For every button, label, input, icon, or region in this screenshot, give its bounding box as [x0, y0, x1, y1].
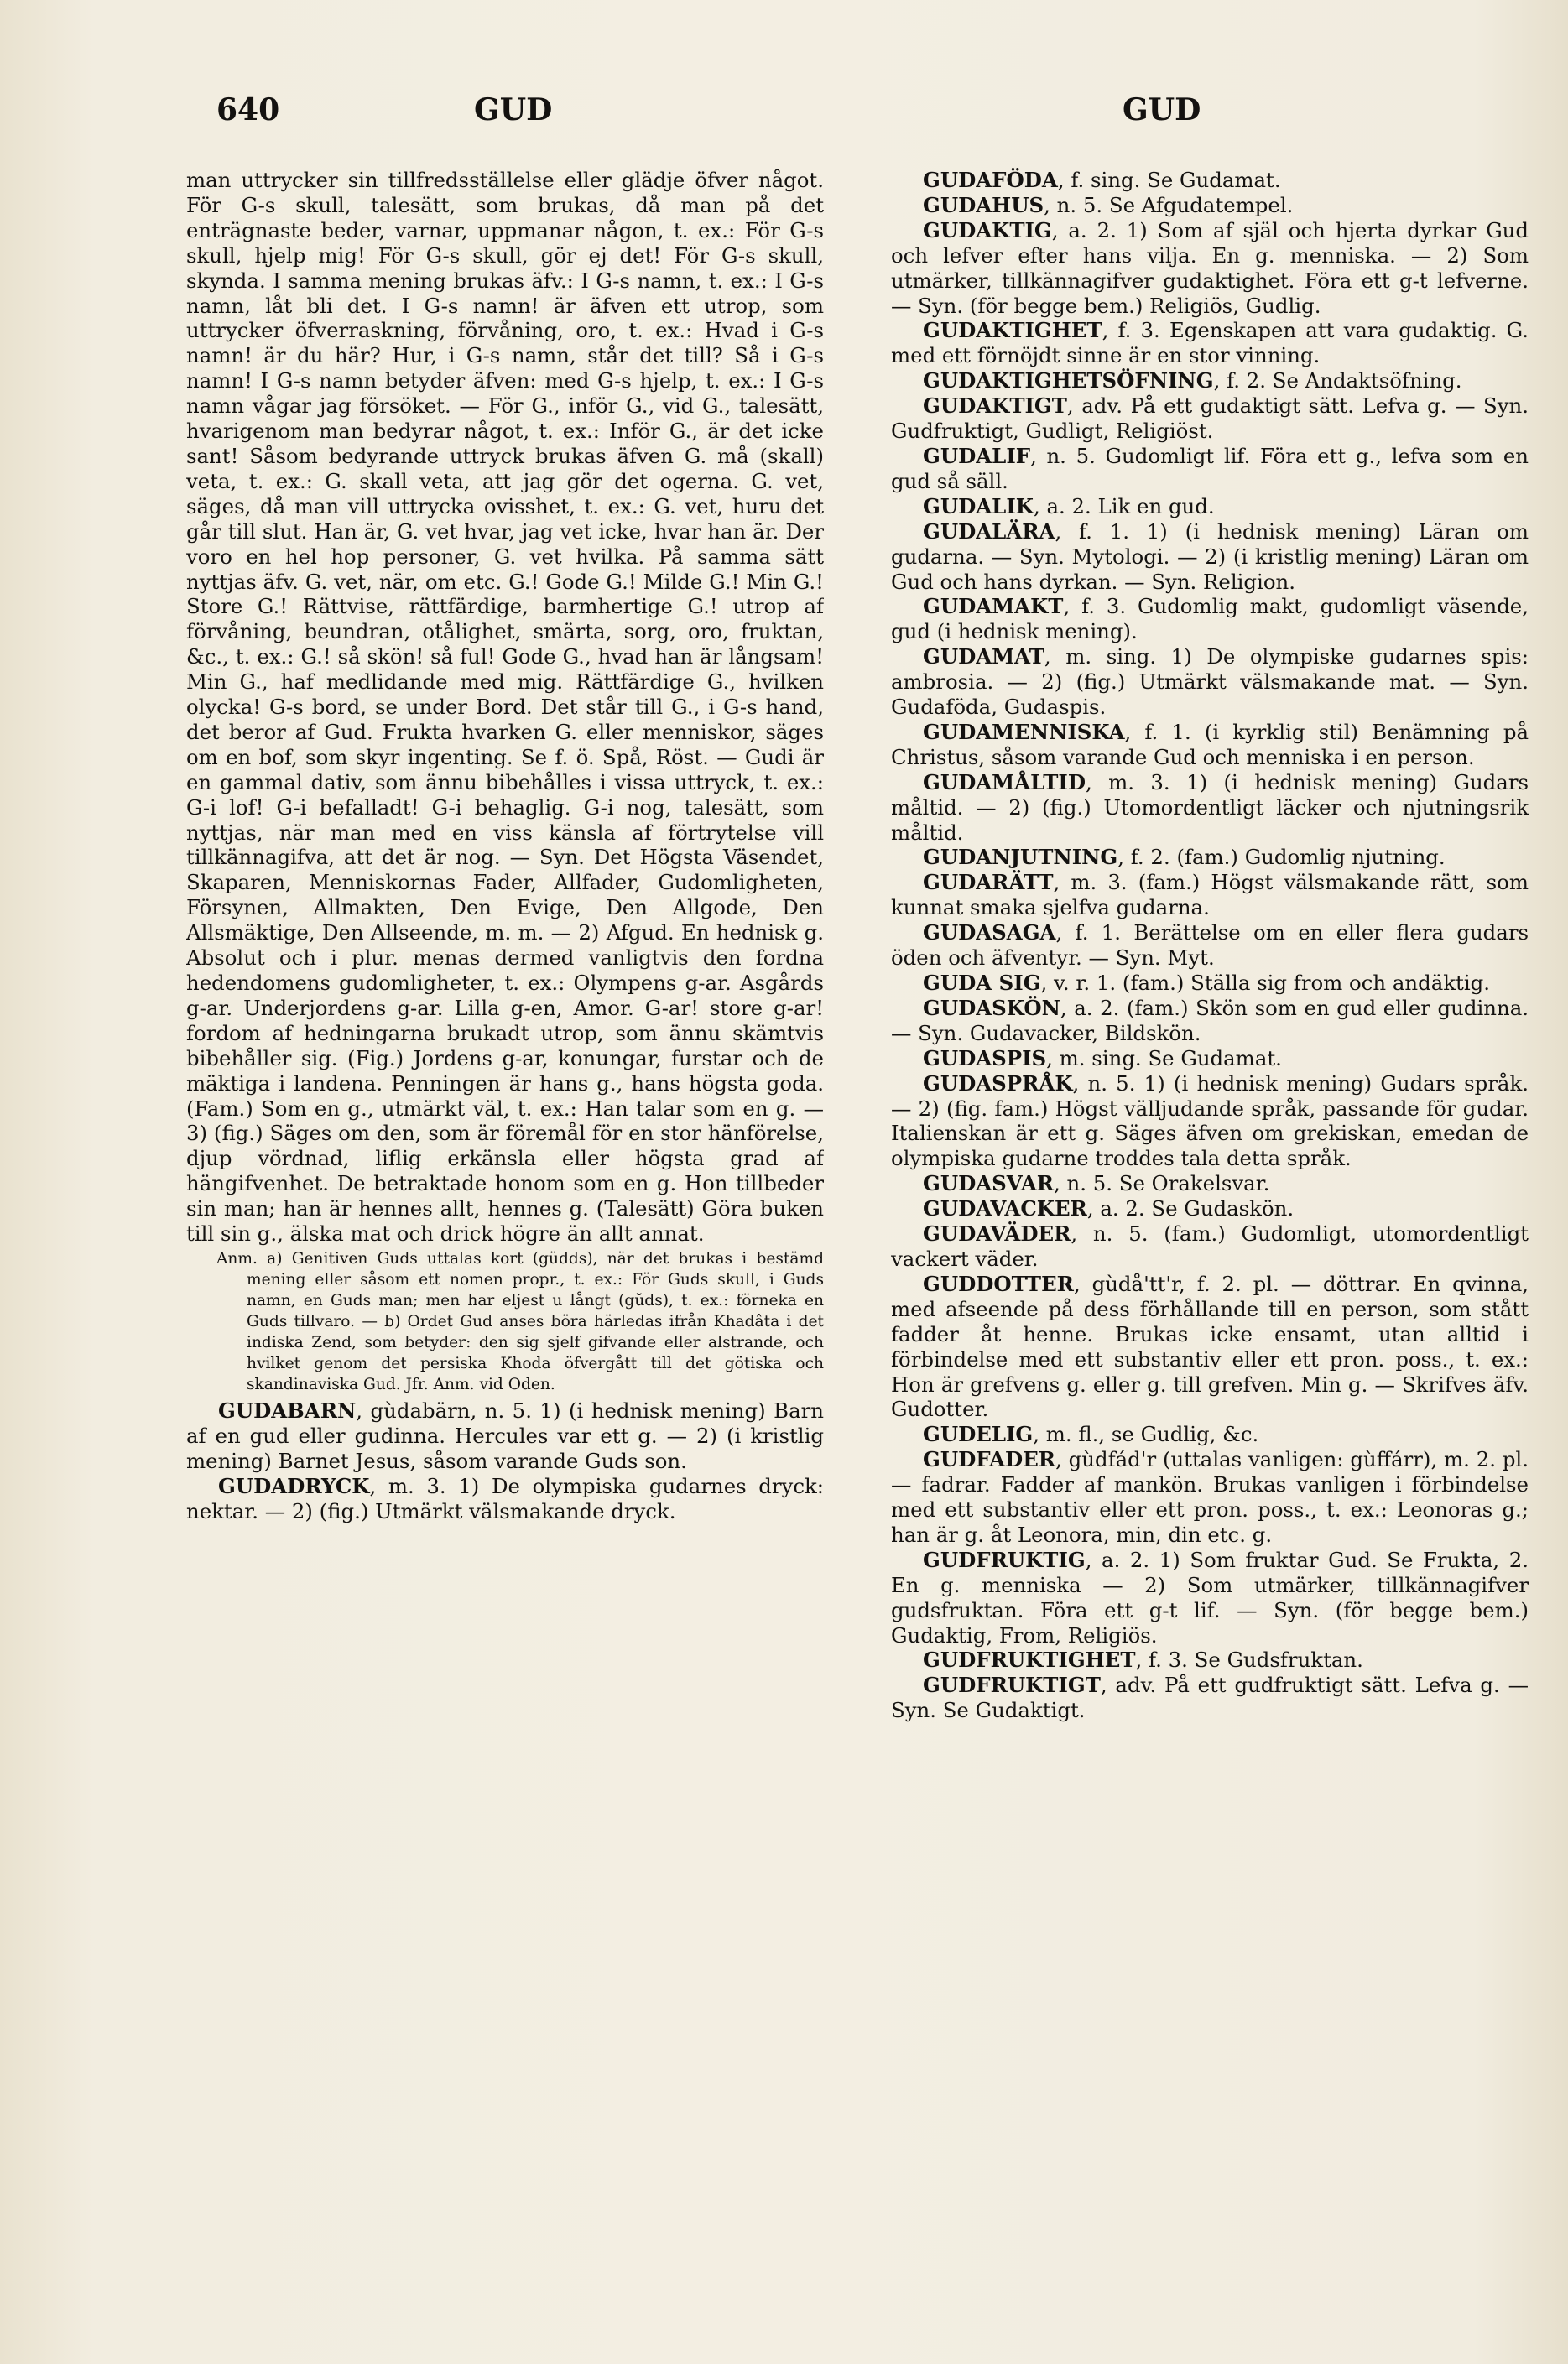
left-guide-word: GUD — [474, 92, 553, 128]
entry-guda-sig: GUDA SIG, v. r. 1. (fam.) Ställa sig from och andäktig. — [923, 971, 1491, 995]
headword: GUDABARN — [218, 1398, 357, 1423]
headword: GUDAVACKER — [923, 1196, 1087, 1221]
entry-gudavacker: GUDAVACKER, a. 2. Se Gudaskön. — [923, 1196, 1295, 1221]
entry-gudaktighet: GUDAKTIGHET, f. 3. Egenskapen att vara gudaktig. G. med ett förnöjdt sinne är en stor vinning. — [891, 318, 1529, 368]
entry-gudfader: GUDFADER, gùdfád'r (uttalas vanligen: gùffárr), m. 2. pl. — fadrar. Fadder af mankön. Brukas vanligen i förbindelse med ett substantiv eller ett pron. poss., t. ex.: Leonoras g.; han är g. åt Leonora, min, din etc. g. — [891, 1447, 1529, 1547]
headword: GUDFADER — [923, 1447, 1056, 1472]
entry-gudamakt: GUDAMAKT, f. 3. Gudomlig makt, gudomligt väsende, gud (i hednisk mening). — [891, 594, 1529, 644]
entry-gudadryck: GUDADRYCK, m. 3. 1) De olympiska gudarnes dryck: nektar. — 2) (fig.) Utmärkt välsmakande dryck. — [186, 1473, 824, 1523]
headword: GUDANJUTNING — [923, 845, 1118, 870]
entry-gudalik: GUDALIK, a. 2. Lik en gud. — [923, 493, 1215, 518]
entry-gudavader: GUDAVÄDER, n. 5. (fam.) Gudomligt, utomordentligt vackert väder. — [891, 1221, 1529, 1271]
headword: GUDASVAR — [923, 1171, 1055, 1196]
headword: GUDELIG — [923, 1422, 1034, 1447]
headword: GUDAKTIGT — [923, 393, 1067, 419]
entry-gudfruktigt: GUDFRUKTIGT, adv. På ett gudfruktigt sätt. Lefva g. — Syn. Se Gudaktigt. — [891, 1673, 1529, 1723]
headword: GUDASKÖN — [923, 995, 1060, 1020]
headword: GUDAMAKT — [923, 594, 1064, 619]
entry-gudasprak: GUDASPRÅK, n. 5. 1) (i hednisk mening) Gudars språk. — 2) (fig. fam.) Högst välljudande språk, passande för gudar. Italienskan är ett g. Säges äfven om grekiskan, emedan de olympiska gudarne troddes tala detta språk. — [891, 1070, 1529, 1171]
left-column — [186, 168, 824, 2332]
headword: GUDALIK — [923, 493, 1034, 518]
entry-gudahus: GUDAHUS, n. 5. Se Afgudatempel. — [923, 192, 1294, 217]
page-number: 640 — [216, 92, 280, 128]
headword: GUDFRUKTIG — [923, 1547, 1086, 1572]
headword: GUDAMENNISKA — [923, 719, 1125, 744]
entry-gudelig: GUDELIG, m. fl., se Gudlig, &c. — [923, 1422, 1259, 1447]
anm-note: Anm. a) Genitiven Guds uttalas kort (güdds), när det brukas i bestämd mening eller såsom ett nomen propr., t. ex.: För Guds skull, i Guds namn, en Guds man; men har eljest u långt (gŭds), t. ex.: förneka en Guds tillvaro. — b) Ordet Gud anses böra härledas ifrån Khadâta i det indiska Zend, som betyder: den sig sjelf gifvande eller alstrande, och hvilket genom det persiska Khoda öfvergått till det götiska och skandinaviska Gud. Jfr. Anm. vid Oden. — [216, 1249, 824, 1393]
headword: GUDADRYCK — [218, 1473, 370, 1498]
headword: GUDFRUKTIGHET — [923, 1648, 1136, 1673]
headword: GUDDOTTER — [923, 1271, 1074, 1296]
entry-gudamenniska: GUDAMENNISKA, f. 1. (i kyrklig stil) Benämning på Christus, såsom varande Gud och menniska i en person. — [891, 719, 1529, 769]
headword: GUDAMÅLTID — [923, 769, 1086, 794]
entry-gudafoda: GUDAFÖDA, f. sing. Se Gudamat. — [923, 168, 1281, 192]
headword: GUDA SIG — [923, 971, 1041, 995]
headword: GUDARÄTT — [923, 870, 1054, 895]
entry-gudabarn: GUDABARN, gùdabärn, n. 5. 1) (i hednisk mening) Barn af en gud eller gudinna. Hercules var ett g. — 2) (i kristlig mening) Barnet Jesus, såsom varande Guds son. — [186, 1398, 824, 1473]
entry-gudaskon: GUDASKÖN, a. 2. (fam.) Skön som en gud eller gudinna. — Syn. Gudavacker, Bildskön. — [891, 995, 1529, 1045]
headword: GUDAKTIG — [923, 217, 1052, 242]
entry-gudalif: GUDALIF, n. 5. Gudomligt lif. Föra ett g., lefva som en gud så säll. — [891, 443, 1529, 493]
entry-gudaspis: GUDASPIS, m. sing. Se Gudamat. — [923, 1045, 1282, 1070]
right-guide-word: GUD — [1123, 92, 1201, 128]
entry-gudaktighetsofning: GUDAKTIGHETSÖFNING, f. 2. Se Andaktsöfning. — [923, 368, 1462, 393]
entry-gudfruktig: GUDFRUKTIG, a. 2. 1) Som fruktar Gud. Se Frukta, 2. En g. menniska — 2) Som utmärker, tillkännagifver gudsfruktan. Föra ett g-t lif. — Syn. (för begge bem.) Gudaktig, From, Religiös. — [891, 1547, 1529, 1648]
entry-gudaktigt: GUDAKTIGT, adv. På ett gudaktigt sätt. Lefva g. — Syn. Gudfruktigt, Gudligt, Religiöst. — [891, 393, 1529, 444]
headword: GUDALIF — [923, 443, 1031, 468]
headword: GUDALÄRA — [923, 518, 1055, 544]
headword: GUDAKTIGHET — [923, 318, 1102, 343]
entry-guddotter: GUDDOTTER, gùdå'tt'r, f. 2. pl. — döttrar. En qvinna, med afseende på dess förhållande till en person, som stått fadder åt henne. Brukas icke ensamt, utan alltid i förbindelse med ett substantiv eller ett pron. poss., t. ex.: Hon är grefvens g. eller g. till grefven. Min g. — Skrifves äfv. Gudotter. — [891, 1271, 1529, 1422]
entry-gudasvar: GUDASVAR, n. 5. Se Orakelsvar. — [923, 1171, 1270, 1196]
entry-gudaratt: GUDARÄTT, m. 3. (fam.) Högst välsmakande rätt, som kunnat smaka sjelfva gudarna. — [891, 870, 1529, 920]
headword: GUDASPRÅK — [923, 1070, 1073, 1096]
headword: GUDFRUKTIGT — [923, 1673, 1101, 1698]
headword: GUDASAGA — [923, 920, 1056, 945]
headword: GUDAHUS — [923, 192, 1044, 217]
entry-gudamaltid: GUDAMÅLTID, m. 3. 1) (i hednisk mening) Gudars måltid. — 2) (fig.) Utomordentligt läcker och njutningsrik måltid. — [891, 769, 1529, 845]
entry-gudaktig: GUDAKTIG, a. 2. 1) Som af själ och hjerta dyrkar Gud och lefver efter hans vilja. En g. menniska. — 2) Som utmärker, tillkännagifver gudaktighet. Föra ett g-t lefverne. — Syn. (för begge bem.) Religiös, Gudlig. — [891, 217, 1529, 318]
right-column — [891, 168, 1529, 2265]
entry-gudfruktighet: GUDFRUKTIGHET, f. 3. Se Gudsfruktan. — [923, 1648, 1363, 1673]
running-header — [0, 92, 1568, 143]
headword: GUDAMAT — [923, 644, 1044, 669]
entry-gudasaga: GUDASAGA, f. 1. Berättelse om en eller flera gudars öden och äfventyr. — Syn. Myt. — [891, 920, 1529, 971]
entry-gudanjutning: GUDANJUTNING, f. 2. (fam.) Gudomlig njutning. — [923, 845, 1446, 870]
entry-gudalara: GUDALÄRA, f. 1. 1) (i hednisk mening) Läran om gudarna. — Syn. Mytologi. — 2) (i kristlig mening) Läran om Gud och hans dyrkan. — Syn. Religion. — [891, 518, 1529, 594]
headword: GUDAKTIGHETSÖFNING — [923, 368, 1214, 393]
headword: GUDASPIS — [923, 1045, 1047, 1070]
headword: GUDAVÄDER — [923, 1221, 1071, 1247]
entry-gud-continuation: man uttrycker sin tillfredsställelse eller glädje öfver något. För G-s skull, talesätt, som brukas, då man på det enträgnaste beder, varnar, uppmanar någon, t. ex.: För G-s skull, hjelp mig! För G-s skull, gör ej det! För G-s skull, skynda. I samma mening brukas äfv.: I G-s namn, t. ex.: I G-s namn, låt bli det. I G-s namn! är äfven ett utrop, som uttrycker öfverraskning, förvåning, oro, t. ex.: Hvad i G-s namn! är du här? Hur, i G-s namn, står det till? Så i G-s namn! I G-s namn betyder äfven: med G-s hjelp, t. ex.: I G-s namn vågar jag försöket. — För G., inför G., vid G., talesätt, hvarigenom man bedyrar något, t. ex.: Inför G., är det icke sant! Såsom bedyrande uttryck brukas äfven G. må (skall) veta, t. ex.: G. skall veta, att jag gör det ogerna. G. vet, säges, då man vill uttrycka ovisshet, t. ex.: G. vet, huru det går till slut. Han är, G. vet hvar, jag vet icke, hvar han är. Der voro en hel hop personer, G. vet hvilka. På samma sätt nyttjas äfv. G. vet, när, om etc. G.! Gode G.! Milde G.! Min G.! Store G.! Rättvise, rättfärdige, barmhertige G.! utrop af förvåning, beundran, otålighet, smärta, sorg, oro, fruktan, &c., t. ex.: G.! så skön! så ful! Gode G., hvad han är långsam! Min G., haf medlidande med mig. Rättfärdige G., hvilken olycka! G-s bord, se under Bord. Det står till G., i G-s hand, det beror af Gud. Frukta hvarken G. eller menniskor, säges om en bof, som skyr ingenting. Se f. ö. Spå, Röst. — Gudi är en gammal dativ, som ännu bibehålles i vissa uttryck, t. ex.: G-i lof! G-i befalladt! G-i behaglig. G-i nog, talesätt, som nyttjas, när man med en viss känsla af förtrytelse vill tillkännagifva, att det är nog. — Syn. Det Högsta Väsendet, Skaparen, Menniskornas Fader, Allfader, Gudomligheten, Försynen, Allmakten, Den Evige, Den Allgode, Den Allsmäktige, Den Allseende, m. m. — 2) Afgud. En hednisk g. Absolut och i plur. menas dermed vanligtvis den fordna hedendomens gudomligheter, t. ex.: Olympens g-ar. Asgårds g-ar. Underjordens g-ar. Lilla g-en, Amor. G-ar! store g-ar! fordom af hedningarna brukadt utrop, som ännu skämtvis bibehåller sig. (Fig.) Jordens g-ar, konungar, furstar och de mäktiga i landena. Penningen är hans g., hans högsta goda. (Fam.) Som en g., utmärkt väl, t. ex.: Han talar som en g. — 3) (fig.) Säges om den, som är föremål för en stor hänförelse, djup vördnad, liflig erkänsla eller högsta grad af hängifvenhet. De betraktade honom som en g. Hon tillbeder sin man; han är hennes allt, hennes g. (Talesätt) Göra buken till sin g., älska mat och drick högre än allt annat. — [186, 168, 824, 1247]
entry-gudamat: GUDAMAT, m. sing. 1) De olympiske gudarnes spis: ambrosia. — 2) (fig.) Utmärkt välsmakande mat. — Syn. Gudaföda, Gudaspis. — [891, 644, 1529, 720]
headword: GUDAFÖDA — [923, 168, 1058, 192]
